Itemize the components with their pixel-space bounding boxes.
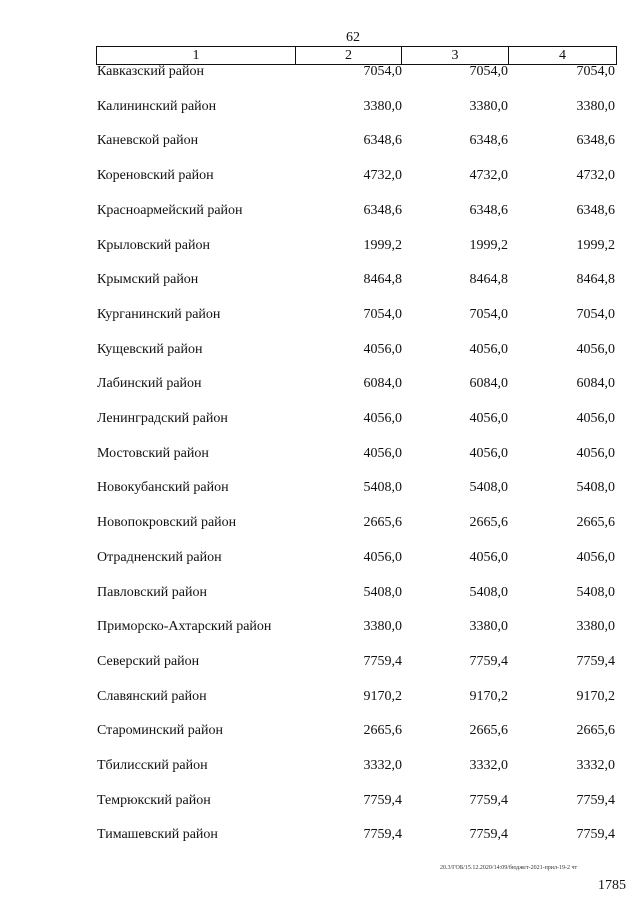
value-col-2: 1999,2 [363,237,402,253]
value-col-2: 4056,0 [363,445,402,461]
header-col-4: 4 [559,48,566,63]
table-row [0,446,640,466]
header-col-3: 3 [402,47,509,64]
district-name: Приморско-Ахтарский район [97,619,272,635]
table-row [0,515,640,535]
value-col-3: 9170,2 [469,688,508,704]
district-name: Новопокровский район [97,515,237,531]
value-col-2: 3380,0 [363,619,402,635]
table-row [0,585,640,605]
value-col-3: 7759,4 [469,792,508,808]
value-col-3: 4056,0 [469,341,508,357]
value-col-3: 3380,0 [469,98,508,114]
district-name: Ленинградский район [97,411,228,426]
header-col-1: 1 [97,47,296,64]
table-row [0,64,640,84]
value-col-2: 7759,4 [363,792,402,808]
table-row [0,203,640,223]
footer-page-number: 1785 [598,878,626,893]
value-col-4: 7054,0 [576,64,615,79]
table-row [0,376,640,396]
value-col-3: 4056,0 [469,549,508,565]
table-row [0,99,640,119]
value-col-3: 7054,0 [469,64,508,79]
district-name: Кореновский район [97,168,214,184]
value-col-3: 7759,4 [469,827,508,843]
district-name: Северский район [97,653,200,669]
value-col-3: 3332,0 [469,758,508,773]
value-col-4: 4056,0 [576,411,615,426]
table-row [0,411,640,431]
table-row [0,723,640,743]
table-row [0,793,640,813]
value-col-2: 6084,0 [363,376,402,392]
value-col-4: 6348,6 [576,202,615,218]
district-name: Каневской район [97,133,199,149]
district-name: Красноармейский район [97,202,243,218]
value-col-4: 1999,2 [576,237,615,253]
district-name: Курганинский район [97,306,221,322]
value-col-3: 7759,4 [469,653,508,669]
value-col-2: 5408,0 [363,584,402,600]
value-col-4: 7759,4 [576,653,615,669]
table-row [0,654,640,674]
value-col-2: 7054,0 [363,64,402,79]
value-col-3: 6348,6 [469,133,508,149]
value-col-2: 3332,0 [363,758,402,773]
value-col-4: 5408,0 [576,480,615,496]
value-col-3: 8464,8 [469,272,508,288]
district-name: Кущевский район [97,341,203,357]
value-col-4: 2665,6 [576,723,615,739]
value-col-2: 3380,0 [363,98,402,114]
district-name: Кавказский район [97,64,205,79]
table-row [0,342,640,362]
value-col-4: 6348,6 [576,133,615,149]
value-col-4: 4056,0 [576,549,615,565]
value-col-4: 5408,0 [576,584,615,600]
district-name: Крымский район [97,272,199,288]
value-col-4: 4056,0 [576,445,615,461]
value-col-2: 7759,4 [363,653,402,669]
value-col-3: 7054,0 [469,306,508,322]
value-col-2: 4056,0 [363,341,402,357]
table-row [0,689,640,709]
district-name: Павловский район [97,584,207,600]
value-col-2: 4732,0 [363,168,402,184]
table-row [0,238,640,258]
value-col-3: 6084,0 [469,376,508,392]
table-row [0,272,640,292]
value-col-2: 4056,0 [363,549,402,565]
value-col-4: 3332,0 [576,758,615,773]
value-col-4: 2665,6 [576,515,615,531]
value-col-2: 4056,0 [363,411,402,426]
value-col-4: 3380,0 [576,619,615,635]
value-col-4: 7759,4 [576,827,615,843]
value-col-4: 9170,2 [576,688,615,704]
header-col-2: 2 [296,47,402,64]
district-name: Тимашевский район [97,827,218,843]
value-col-2: 6348,6 [363,133,402,149]
value-col-2: 7759,4 [363,827,402,843]
district-name: Новокубанский район [97,480,229,496]
value-col-2: 9170,2 [363,688,402,704]
district-name: Крыловский район [97,237,210,253]
district-name: Славянский район [97,688,207,704]
value-col-2: 8464,8 [363,272,402,288]
district-name: Лабинский район [97,376,202,392]
value-col-4: 7759,4 [576,792,615,808]
value-col-3: 4056,0 [469,411,508,426]
table-row [0,133,640,153]
value-col-4: 6084,0 [576,376,615,392]
table-row [0,550,640,570]
table-row [0,758,640,778]
district-name: Мостовский район [97,445,209,461]
district-name: Темрюкский район [97,792,211,808]
value-col-2: 5408,0 [363,480,402,496]
value-col-2: 2665,6 [363,723,402,739]
value-col-4: 3380,0 [576,98,615,114]
value-col-3: 4056,0 [469,445,508,461]
value-col-4: 4732,0 [576,168,615,184]
value-col-3: 6348,6 [469,202,508,218]
value-col-3: 5408,0 [469,480,508,496]
district-name: Калининский район [97,98,217,114]
table-row [0,168,640,188]
district-name: Староминский район [97,723,223,739]
value-col-4: 7054,0 [576,306,615,322]
table-row [0,307,640,327]
value-col-3: 3380,0 [469,619,508,635]
table-row [0,480,640,500]
value-col-2: 2665,6 [363,515,402,531]
value-col-2: 6348,6 [363,202,402,218]
value-col-3: 5408,0 [469,584,508,600]
value-col-4: 8464,8 [576,272,615,288]
table-row [0,827,640,847]
table-row [0,619,640,639]
value-col-3: 1999,2 [469,237,508,253]
value-col-3: 2665,6 [469,515,508,531]
district-name: Отрадненский район [97,549,222,565]
value-col-3: 2665,6 [469,723,508,739]
page-number: 62 [346,30,360,45]
value-col-2: 7054,0 [363,306,402,322]
district-name: Тбилисский район [97,758,208,773]
footer-note: 20.3/ГОБ/15.12.2020/14:09/бюджет-2021-прил-19-2 чт [440,865,578,871]
table-header [96,46,617,65]
value-col-4: 4056,0 [576,341,615,357]
value-col-3: 4732,0 [469,168,508,184]
